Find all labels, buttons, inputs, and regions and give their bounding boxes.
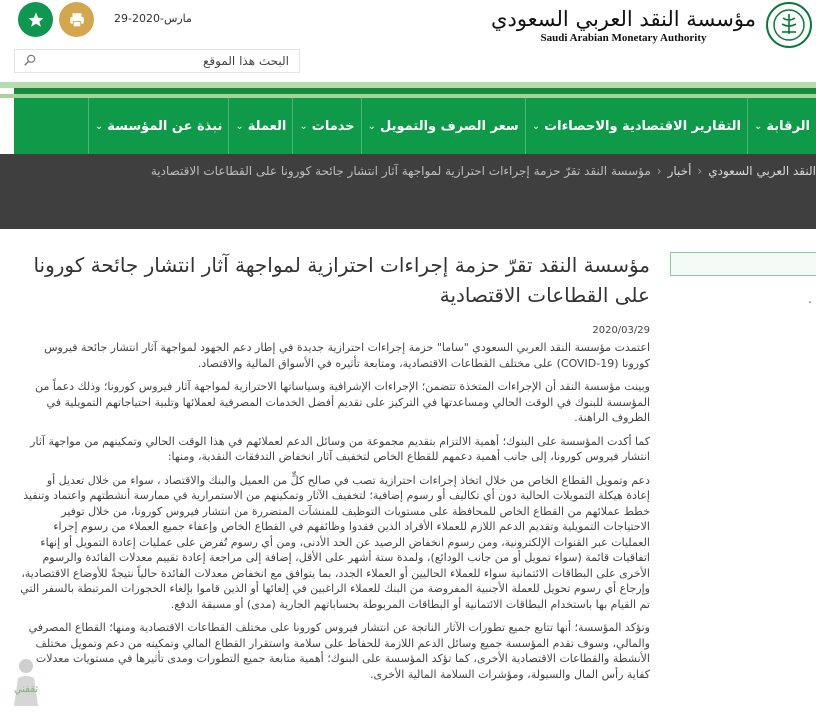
nav-item-about[interactable] (88, 98, 229, 154)
logo-text (491, 6, 756, 44)
nav-item-economic-reports[interactable] (525, 98, 747, 154)
article-paragraph: اعتمدت مؤسسة النقد العربي السعودي "ساما" حزمة إجراءات احترازية جديدة في إطار دعم الجهود لمواجهة آثار انتشار جائحة فيروس كورونا (COVID-19) على مختلف القطاعات الاقتصادية، ومتابعة تأثيره في الأسواق المالية والاقتصاد. (44, 341, 650, 370)
breadcrumb-news-link[interactable]: أخبار (667, 164, 692, 178)
nav-item-label: نبذة عن المؤسسة (107, 118, 223, 134)
nav-item-label: التقارير الاقتصادية والاحصاءات (544, 118, 742, 134)
nav-item-exchange-rate[interactable] (361, 98, 525, 154)
nav-item-supervision[interactable] (747, 98, 816, 154)
site-watermark (4, 656, 48, 710)
logo-english-name: Saudi Arabian Monetary Authority (540, 32, 707, 44)
news-article (20, 250, 650, 682)
article-date: 2020/03/29 (592, 325, 650, 336)
nav-item-label: سعر الصرف والتمويل (380, 118, 519, 134)
star-icon[interactable] (18, 2, 53, 37)
search-icon[interactable] (23, 52, 37, 71)
article-title: مؤسسة النقد تقرّ حزمة إجراءات احترازية لمواجهة آثار انتشار جائحة كورونا على القطاعات الاقتصادية (33, 253, 650, 307)
logo-seal-icon (766, 2, 812, 48)
chevron-left-icon: ‹ (697, 164, 703, 178)
article-paragraph: وبينت مؤسسة النقد أن الإجراءات المتخذة تتضمن؛ الإجراءات الإشرافية وسياساتها الاحترازية لمواجهة آثار فيروس كورونا؛ وذلك دعماً من المؤسسة للبنوك في الوقت الحالي ومساعدتها في التركيز على تقديم أفضل الخدمات المصرفية لعملائها وتلبية احتياجاتهم التمويلية في الظروف الراهنة. (35, 380, 650, 424)
breadcrumb-banner (0, 154, 816, 229)
chevron-down-icon: ⌄ (235, 120, 244, 132)
nav-item-label: خدمات (311, 118, 355, 134)
article-paragraph: وتؤكد المؤسسة؛ أنها تتابع جميع تطورات الآثار الناتجة عن انتشار فيروس كورونا على مختلف القطاعات الاقتصادية ومنها؛ القطاع المصرفي والمالي، وسوف تقدم المؤسسة جميع وسائل الدعم اللازمة للحفاظ على سلامة واستقرار القطاع المالي وتمكينه من دعم وتمويل مختلف الأنشطة والقطاعات الاقتصادية الأخرى، كما تؤكد المؤسسة على البنوك؛ أهمية متابعة جميع التطورات ومدى تأثيرها في مستويات معدلات كفاية رأس المال والسيولة، ومؤشرات السلامة المالية الأخرى. (28, 621, 650, 681)
current-date: 29-مارس-2020 (114, 12, 192, 25)
chevron-left-icon: ‹ (656, 164, 662, 178)
chevron-down-icon: ⌄ (531, 120, 541, 132)
nav-item-label: العملة (247, 118, 287, 134)
search-input[interactable] (57, 53, 291, 69)
search-box[interactable] (14, 49, 300, 73)
logo-arabic-name: مؤسسة النقد العربي السعودي (491, 7, 756, 31)
chevron-down-icon: ⌄ (754, 120, 763, 132)
chevron-down-icon: ⌄ (94, 120, 104, 132)
print-icon[interactable] (59, 2, 94, 37)
nav-item-services[interactable] (292, 98, 360, 154)
chevron-down-icon: ⌄ (299, 120, 308, 132)
breadcrumb (151, 164, 816, 178)
nav-item-currency[interactable] (228, 98, 292, 154)
watermark-figure-icon (6, 656, 46, 708)
breadcrumb-current: مؤسسة النقد تقرّ حزمة إجراءات احترازية لمواجهة آثار انتشار جائحة كورونا على القطاعات الاقتصادية (150, 164, 651, 178)
article-paragraph: كما أكدت المؤسسة على البنوك؛ أهمية الالتزام بتقديم مجموعة من وسائل الدعم لعملائهم في هذا الوقت الحالي وتمكينهم من مواجهة آثار انتشار فيروس كورونا، إلى جانب أهمية دعمهم للقطاع الخاص لتخفيف آثار انخفاض التدفقات النقدية، ومنها: (30, 434, 650, 463)
nav-item-label: الرقابة (766, 118, 810, 134)
site-logo[interactable] (491, 2, 812, 48)
main-nav (14, 98, 816, 154)
chevron-down-icon: ⌄ (367, 120, 377, 132)
article-paragraph: دعم وتمويل القطاع الخاص من خلال اتخاذ إجراءات احترازية تصب في صالح كلٍّ من العميل والبنك والاقتصاد ، سواء من خلال تعديل أو إعادة هيكلة التمويلات الحالية دون أي تكاليف أو رسوم إضافية؛ لتخفيف الآثار وتمكينهم من الاستمرارية في ممارسة أنشطتهم واعتماد وتنفيذ خطط عملائهم من القطاع الخاص للمحافظة على مستويات التوظيف للمنشآت المتضررة من انتشار فيروس كورونا، من خلال توفير الاحتياجات التمويلية وتقديم الدعم اللازم للعملاء الأفراد الذين فقدوا وظائفهم في القطاع الخاص وإعفاء جميع العملاء من رسوم إجراء العمليات عبر القنوات الإلكترونية، ومن رسوم انخفاض الرصيد عن الحد الأدنى، ومن أي رسوم تُفرض على عمليات إعادة التمويل أو إنهاء اتفاقيات قائمة (سواء تمويل أو من جانب الودائع)، ولمدة ستة أشهر على الأقل، إضافة إلى مراجعة إعادة تقييم معدلات الفائدة والرسوم الأخرى على البطاقات الائتمانية سواء للعملاء الحاليين أو العملاء الجدد، بما يتوافق مع انخفاض معدلات الفائدة حالياً نتيجةً للأوضاع الاقتصادية، وإرجاع أي رسوم تحويل للعملة الأجنبية المفروضة من البنك للعملاء الراغبين في إلغائها أو الذين قاموا بإلغاء الحجوزات المرتبطة بالسفر التي تم القيام بها باستخدام البطاقات الائتمانية أو البطاقات المربوطة بحساباتهم الجارية (مدى) أو مسبقة الدفع. (20, 473, 650, 611)
breadcrumb-home-link[interactable]: النقد العربي السعودي (708, 164, 816, 178)
sidebar-box[interactable] (670, 252, 816, 276)
svg-text:ثقفني: ثقفني (13, 684, 39, 695)
sidebar-bullet: . (808, 292, 812, 306)
